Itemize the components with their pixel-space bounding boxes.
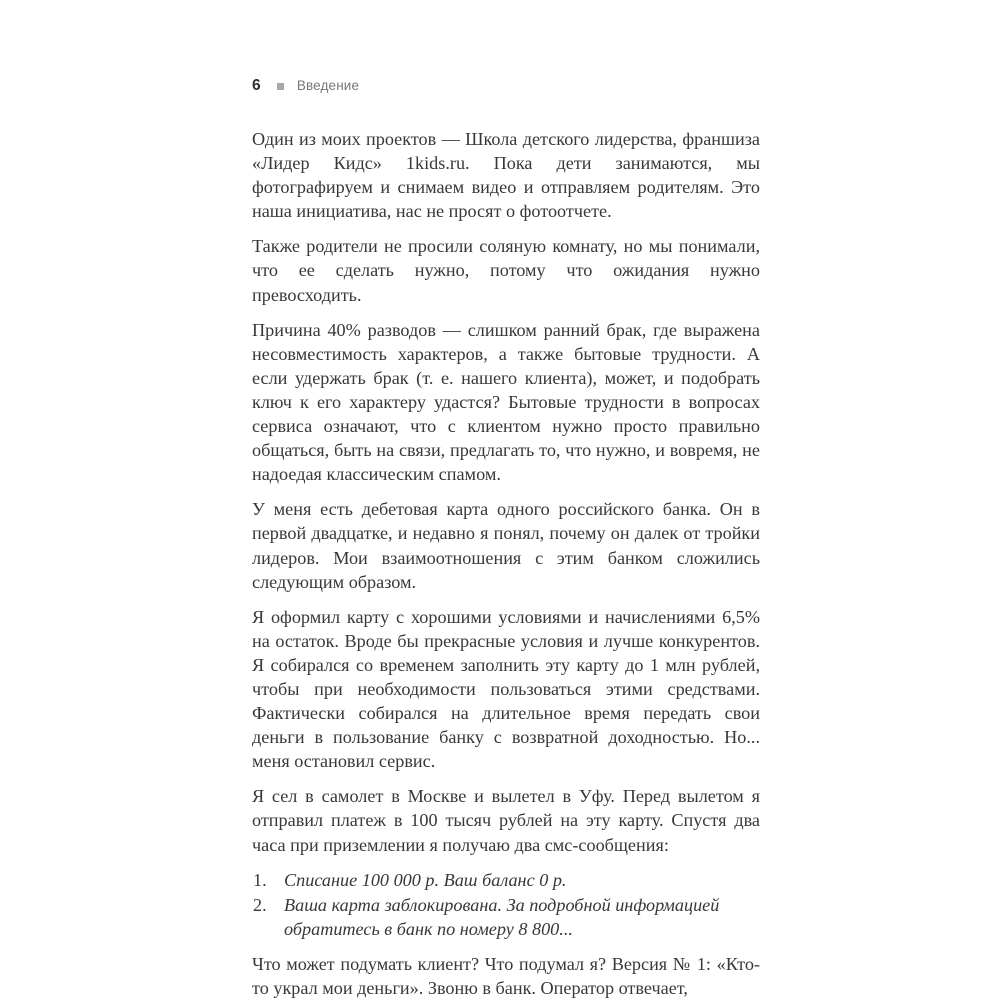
list-item-text: Ваша карта заблокирована. За подробной информацией обратитесь в банк по номеру 8 800... — [284, 894, 720, 939]
list-item — [252, 868, 760, 892]
paragraph: Также родители не просили соляную комнату, но мы понимали, что ее сделать нужно, потому что ожидания нужно превосходить. — [252, 236, 760, 305]
paragraph: Что может подумать клиент? Что подумал я? Версия № 1: «Кто-то украл мои деньги». Звоню в банк. Оператор отвечает, — [252, 953, 760, 998]
list-item-marker: 1. — [253, 869, 267, 890]
paragraph: Один из моих проектов — Школа детского лидерства, франшиза «Лидер Кидс» 1kids.ru. Пока дети занимаются, мы фотографируем и снимаем видео и отправляем родителям. Это наша инициатива, нас не просят о фотоотчете. — [252, 129, 760, 222]
paragraph: У меня есть дебетовая карта одного российского банка. Он в первой двадцатке, и недавно я понял, почему он далек от тройки лидеров. Мои взаимоотношения с этим банком сложились следующим образом. — [252, 499, 760, 592]
body-text-block — [252, 127, 760, 1000]
sms-message-list — [252, 868, 760, 941]
section-title: Введение — [296, 78, 360, 94]
list-item-marker: 2. — [253, 894, 267, 915]
page-number: 6 — [252, 77, 261, 95]
list-item-text: Списание 100 000 р. Ваш баланс 0 р. — [284, 869, 567, 890]
paragraph: Я сел в самолет в Москве и вылетел в Уфу. Перед вылетом я отправил платеж в 100 тысяч рублей на эту карту. Спустя два часа при приземлении я получаю два смс-сообщения: — [252, 786, 760, 855]
small-square-icon — [277, 83, 284, 90]
paragraph: Я оформил карту с хорошими условиями и начислениями 6,5% на остаток. Вроде бы прекрасные условия и лучше конкурентов. Я собирался со временем заполнить эту карту до 1 млн рублей, чтобы при необходимости пользоваться этими средствами. Фактически собирался на длительное время передать свои деньги в пользование банку с возвратной доходностью. Но... меня остановил сервис. — [252, 606, 760, 772]
list-item — [252, 893, 760, 941]
paragraph: Причина 40% разводов — слишком ранний брак, где выражена несовместимость характеров, а также бытовые трудности. А если удержать брак (т. е. нашего клиента), может, и подобрать ключ к его характеру удастся? Бытовые трудности в вопросах сервиса означают, что с клиентом нужно просто правильно общаться, быть на связи, предлагать то, что нужно, и вовремя, не надоедая классическим спамом. — [252, 319, 760, 485]
running-head — [252, 77, 359, 95]
